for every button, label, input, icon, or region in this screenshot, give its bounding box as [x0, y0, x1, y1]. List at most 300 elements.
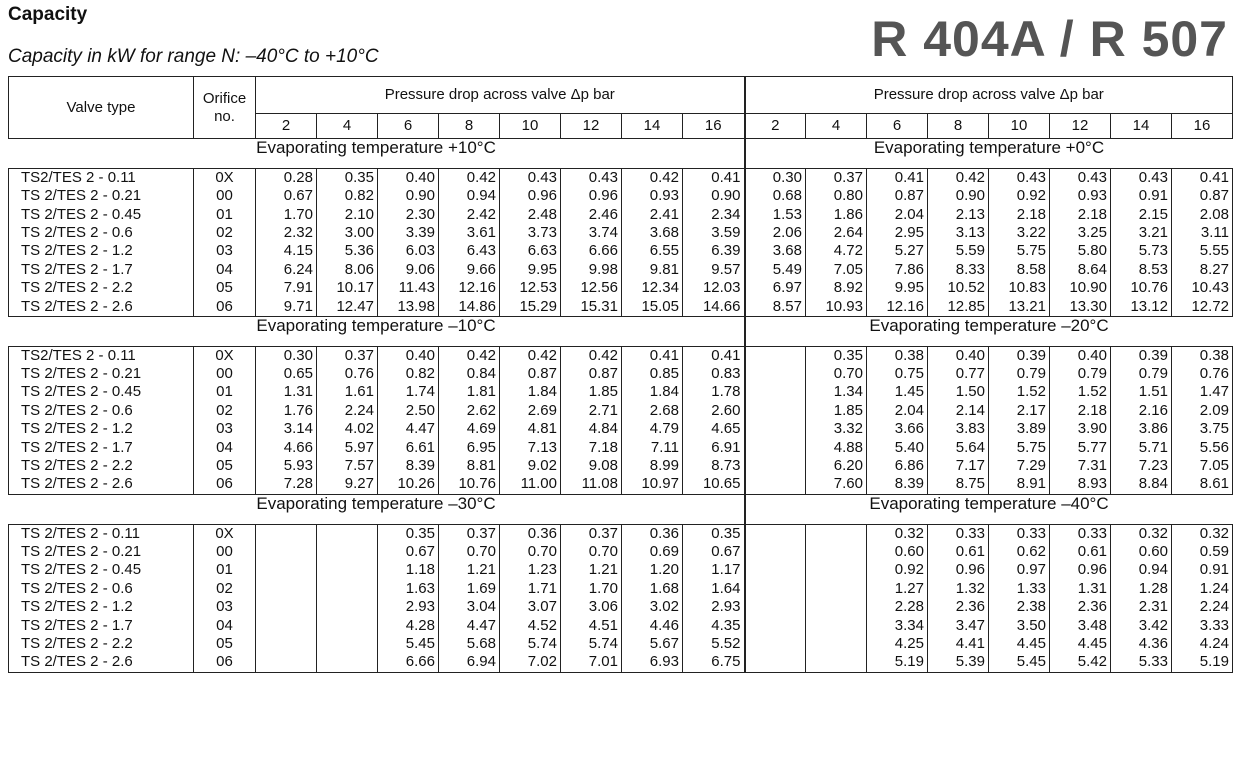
- capacity-cell: 0.76: [1172, 365, 1233, 383]
- capacity-cell: [745, 617, 806, 635]
- orifice-cell: 01: [194, 383, 256, 401]
- capacity-cell: 7.31: [1050, 457, 1111, 475]
- capacity-cell: 6.61: [378, 439, 439, 457]
- capacity-cell: 1.86: [806, 206, 867, 224]
- capacity-cell: 4.36: [1111, 635, 1172, 653]
- capacity-cell: 9.02: [500, 457, 561, 475]
- capacity-cell: 9.98: [561, 261, 622, 279]
- capacity-cell: 1.53: [745, 206, 806, 224]
- table-body: [9, 139, 1233, 673]
- capacity-cell: [317, 524, 378, 543]
- table-row: [9, 279, 1233, 297]
- table-row: [9, 475, 1233, 494]
- table-row: [9, 402, 1233, 420]
- capacity-cell: 0.42: [439, 168, 500, 187]
- capacity-cell: 7.29: [989, 457, 1050, 475]
- capacity-cell: 4.28: [378, 617, 439, 635]
- capacity-cell: 4.47: [378, 420, 439, 438]
- capacity-cell: 4.79: [622, 420, 683, 438]
- capacity-cell: 2.34: [683, 206, 745, 224]
- capacity-cell: 0.60: [1111, 543, 1172, 561]
- capacity-cell: 6.20: [806, 457, 867, 475]
- valve-type-cell: TS 2/TES 2 - 2.6: [9, 475, 194, 494]
- orifice-cell: 05: [194, 457, 256, 475]
- capacity-cell: 6.97: [745, 279, 806, 297]
- table-row: [9, 346, 1233, 365]
- capacity-cell: 0.96: [500, 187, 561, 205]
- capacity-cell: 5.42: [1050, 653, 1111, 672]
- capacity-cell: 1.28: [1111, 580, 1172, 598]
- capacity-cell: 7.86: [867, 261, 928, 279]
- capacity-cell: 4.15: [256, 242, 317, 260]
- capacity-cell: 3.83: [928, 420, 989, 438]
- valve-type-cell: TS 2/TES 2 - 2.6: [9, 653, 194, 672]
- orifice-cell: 00: [194, 365, 256, 383]
- capacity-cell: 3.34: [867, 617, 928, 635]
- capacity-cell: 0.32: [1172, 524, 1233, 543]
- valve-type-cell: TS2/TES 2 - 0.11: [9, 346, 194, 365]
- capacity-cell: 10.93: [806, 298, 867, 317]
- capacity-cell: 4.51: [561, 617, 622, 635]
- table-row: [9, 261, 1233, 279]
- capacity-cell: [256, 617, 317, 635]
- capacity-cell: 0.87: [561, 365, 622, 383]
- capacity-cell: 4.84: [561, 420, 622, 438]
- capacity-cell: 0.33: [928, 524, 989, 543]
- capacity-cell: [806, 653, 867, 672]
- capacity-cell: 0.40: [1050, 346, 1111, 365]
- capacity-cell: 0.35: [317, 168, 378, 187]
- orifice-cell: 02: [194, 224, 256, 242]
- table-row: [9, 224, 1233, 242]
- capacity-cell: 7.17: [928, 457, 989, 475]
- capacity-cell: 3.25: [1050, 224, 1111, 242]
- capacity-cell: 3.04: [439, 598, 500, 616]
- orifice-cell: 05: [194, 635, 256, 653]
- table-header-row: [9, 77, 1233, 114]
- capacity-cell: 0.61: [928, 543, 989, 561]
- capacity-cell: 0.59: [1172, 543, 1233, 561]
- capacity-cell: 2.50: [378, 402, 439, 420]
- capacity-cell: 0.36: [500, 524, 561, 543]
- capacity-cell: 0.70: [806, 365, 867, 383]
- capacity-cell: 0.41: [622, 346, 683, 365]
- capacity-cell: 13.12: [1111, 298, 1172, 317]
- capacity-cell: 0.93: [1050, 187, 1111, 205]
- capacity-cell: [745, 475, 806, 494]
- capacity-cell: 0.40: [378, 168, 439, 187]
- capacity-cell: 3.06: [561, 598, 622, 616]
- capacity-cell: 3.74: [561, 224, 622, 242]
- capacity-cell: 5.74: [500, 635, 561, 653]
- capacity-cell: 3.07: [500, 598, 561, 616]
- capacity-cell: 3.00: [317, 224, 378, 242]
- capacity-cell: 2.60: [683, 402, 745, 420]
- capacity-cell: 8.33: [928, 261, 989, 279]
- capacity-cell: 2.36: [928, 598, 989, 616]
- capacity-cell: 0.43: [1050, 168, 1111, 187]
- pressure-value-cell: 2: [256, 114, 317, 139]
- capacity-cell: 7.57: [317, 457, 378, 475]
- valve-type-cell: TS 2/TES 2 - 2.2: [9, 635, 194, 653]
- capacity-cell: 6.39: [683, 242, 745, 260]
- valve-type-cell: TS 2/TES 2 - 0.6: [9, 580, 194, 598]
- capacity-cell: [745, 635, 806, 653]
- capacity-cell: 12.85: [928, 298, 989, 317]
- valve-type-cell: TS2/TES 2 - 0.11: [9, 168, 194, 187]
- capacity-cell: 8.27: [1172, 261, 1233, 279]
- capacity-cell: 0.91: [1172, 561, 1233, 579]
- capacity-cell: 0.30: [745, 168, 806, 187]
- valve-type-cell: TS 2/TES 2 - 0.21: [9, 187, 194, 205]
- table-row: [9, 457, 1233, 475]
- capacity-cell: 5.45: [989, 653, 1050, 672]
- table-row: [9, 561, 1233, 579]
- capacity-cell: 0.28: [256, 168, 317, 187]
- capacity-cell: 5.75: [989, 439, 1050, 457]
- capacity-cell: 12.56: [561, 279, 622, 297]
- capacity-cell: 0.42: [928, 168, 989, 187]
- capacity-cell: 0.35: [378, 524, 439, 543]
- capacity-cell: 0.79: [1050, 365, 1111, 383]
- capacity-cell: 0.30: [256, 346, 317, 365]
- capacity-cell: 6.95: [439, 439, 500, 457]
- capacity-cell: 5.71: [1111, 439, 1172, 457]
- pressure-value-cell: 8: [928, 114, 989, 139]
- capacity-cell: 0.67: [683, 543, 745, 561]
- capacity-cell: 8.91: [989, 475, 1050, 494]
- capacity-cell: 0.67: [378, 543, 439, 561]
- capacity-cell: 2.36: [1050, 598, 1111, 616]
- capacity-cell: [317, 617, 378, 635]
- capacity-cell: 8.73: [683, 457, 745, 475]
- capacity-cell: 0.92: [867, 561, 928, 579]
- capacity-cell: [317, 635, 378, 653]
- pressure-drop-header-right: Pressure drop across valve Δp bar: [745, 77, 1233, 114]
- capacity-cell: 4.45: [989, 635, 1050, 653]
- capacity-cell: [806, 561, 867, 579]
- capacity-cell: 2.93: [378, 598, 439, 616]
- capacity-cell: 0.93: [622, 187, 683, 205]
- capacity-cell: 2.24: [317, 402, 378, 420]
- capacity-cell: 3.42: [1111, 617, 1172, 635]
- pressure-value-cell: 12: [561, 114, 622, 139]
- capacity-cell: 6.55: [622, 242, 683, 260]
- capacity-cell: 2.18: [1050, 206, 1111, 224]
- valve-type-cell: TS 2/TES 2 - 0.6: [9, 402, 194, 420]
- capacity-cell: 1.76: [256, 402, 317, 420]
- valve-type-cell: TS 2/TES 2 - 1.2: [9, 242, 194, 260]
- capacity-cell: 0.35: [806, 346, 867, 365]
- capacity-cell: 1.18: [378, 561, 439, 579]
- table-row: [9, 653, 1233, 672]
- capacity-cell: 6.66: [378, 653, 439, 672]
- capacity-cell: 1.64: [683, 580, 745, 598]
- table-row: [9, 598, 1233, 616]
- table-row: [9, 439, 1233, 457]
- capacity-cell: 1.61: [317, 383, 378, 401]
- capacity-cell: 1.63: [378, 580, 439, 598]
- orifice-cell: 02: [194, 580, 256, 598]
- pressure-value-cell: 6: [867, 114, 928, 139]
- capacity-cell: 2.15: [1111, 206, 1172, 224]
- capacity-cell: [745, 439, 806, 457]
- capacity-cell: 2.41: [622, 206, 683, 224]
- capacity-cell: 2.13: [928, 206, 989, 224]
- capacity-cell: 0.94: [439, 187, 500, 205]
- capacity-cell: 3.33: [1172, 617, 1233, 635]
- capacity-cell: 3.14: [256, 420, 317, 438]
- capacity-cell: 0.36: [622, 524, 683, 543]
- capacity-cell: 14.86: [439, 298, 500, 317]
- capacity-cell: 3.59: [683, 224, 745, 242]
- capacity-cell: 10.90: [1050, 279, 1111, 297]
- capacity-cell: 0.37: [317, 346, 378, 365]
- capacity-cell: 3.66: [867, 420, 928, 438]
- capacity-cell: 4.47: [439, 617, 500, 635]
- capacity-cell: [745, 653, 806, 672]
- orifice-cell: 03: [194, 598, 256, 616]
- pressure-drop-header-left: Pressure drop across valve Δp bar: [256, 77, 745, 114]
- capacity-cell: 1.20: [622, 561, 683, 579]
- valve-type-cell: TS 2/TES 2 - 1.7: [9, 439, 194, 457]
- table-row: [9, 617, 1233, 635]
- capacity-cell: 0.41: [683, 168, 745, 187]
- section-title-right: Evaporating temperature –40°C: [745, 494, 1233, 524]
- capacity-cell: 1.51: [1111, 383, 1172, 401]
- capacity-cell: 0.38: [867, 346, 928, 365]
- capacity-cell: [745, 457, 806, 475]
- capacity-cell: 0.40: [378, 346, 439, 365]
- capacity-cell: 0.39: [1111, 346, 1172, 365]
- capacity-cell: 0.87: [500, 365, 561, 383]
- section-title-left: Evaporating temperature +10°C: [9, 139, 745, 169]
- capacity-cell: [806, 617, 867, 635]
- capacity-cell: 2.10: [317, 206, 378, 224]
- capacity-cell: [256, 635, 317, 653]
- capacity-cell: 5.56: [1172, 439, 1233, 457]
- valve-type-cell: TS 2/TES 2 - 0.45: [9, 206, 194, 224]
- section-title-right: Evaporating temperature –20°C: [745, 316, 1233, 346]
- capacity-cell: [256, 598, 317, 616]
- capacity-cell: 3.61: [439, 224, 500, 242]
- capacity-cell: 5.74: [561, 635, 622, 653]
- capacity-cell: 6.94: [439, 653, 500, 672]
- capacity-cell: 4.24: [1172, 635, 1233, 653]
- capacity-cell: 5.59: [928, 242, 989, 260]
- capacity-cell: 0.84: [439, 365, 500, 383]
- capacity-cell: 6.63: [500, 242, 561, 260]
- capacity-cell: 3.11: [1172, 224, 1233, 242]
- capacity-cell: 8.39: [378, 457, 439, 475]
- capacity-cell: 13.21: [989, 298, 1050, 317]
- orifice-cell: 03: [194, 242, 256, 260]
- valve-type-cell: TS 2/TES 2 - 0.21: [9, 365, 194, 383]
- pressure-value-cell: 16: [1172, 114, 1233, 139]
- capacity-cell: 0.69: [622, 543, 683, 561]
- section-title-left: Evaporating temperature –10°C: [9, 316, 745, 346]
- page-heading: Capacity: [8, 4, 88, 25]
- capacity-cell: 0.68: [745, 187, 806, 205]
- capacity-cell: 3.68: [622, 224, 683, 242]
- pressure-value-cell: 8: [439, 114, 500, 139]
- capacity-cell: 12.34: [622, 279, 683, 297]
- capacity-cell: 0.60: [867, 543, 928, 561]
- pressure-value-cell: 14: [1111, 114, 1172, 139]
- capacity-cell: [745, 580, 806, 598]
- capacity-cell: 5.36: [317, 242, 378, 260]
- capacity-cell: 5.33: [1111, 653, 1172, 672]
- capacity-cell: 2.32: [256, 224, 317, 242]
- capacity-cell: 3.68: [745, 242, 806, 260]
- orifice-cell: 03: [194, 420, 256, 438]
- capacity-cell: [256, 543, 317, 561]
- capacity-cell: 8.75: [928, 475, 989, 494]
- capacity-cell: 9.27: [317, 475, 378, 494]
- capacity-cell: 0.62: [989, 543, 1050, 561]
- capacity-cell: 4.46: [622, 617, 683, 635]
- valve-type-cell: TS 2/TES 2 - 1.2: [9, 598, 194, 616]
- capacity-cell: 15.31: [561, 298, 622, 317]
- capacity-cell: 8.84: [1111, 475, 1172, 494]
- capacity-cell: 11.00: [500, 475, 561, 494]
- capacity-cell: 0.87: [1172, 187, 1233, 205]
- capacity-cell: 2.42: [439, 206, 500, 224]
- valve-type-cell: TS 2/TES 2 - 1.7: [9, 617, 194, 635]
- capacity-cell: 0.61: [1050, 543, 1111, 561]
- capacity-cell: 0.33: [1050, 524, 1111, 543]
- capacity-cell: 8.99: [622, 457, 683, 475]
- section-title-row: [9, 139, 1233, 169]
- orifice-cell: 05: [194, 279, 256, 297]
- capacity-cell: 9.81: [622, 261, 683, 279]
- capacity-cell: 0.35: [683, 524, 745, 543]
- capacity-cell: 1.52: [989, 383, 1050, 401]
- capacity-cell: [256, 580, 317, 598]
- capacity-cell: 7.01: [561, 653, 622, 672]
- capacity-cell: 2.08: [1172, 206, 1233, 224]
- capacity-cell: 2.16: [1111, 402, 1172, 420]
- capacity-cell: 2.95: [867, 224, 928, 242]
- capacity-cell: 11.43: [378, 279, 439, 297]
- capacity-cell: 3.75: [1172, 420, 1233, 438]
- capacity-cell: 0.43: [500, 168, 561, 187]
- table-row: [9, 298, 1233, 317]
- capacity-cell: 8.57: [745, 298, 806, 317]
- capacity-cell: 0.43: [989, 168, 1050, 187]
- capacity-cell: 2.48: [500, 206, 561, 224]
- capacity-cell: 1.17: [683, 561, 745, 579]
- capacity-cell: 5.75: [989, 242, 1050, 260]
- capacity-cell: [745, 543, 806, 561]
- capacity-cell: 2.64: [806, 224, 867, 242]
- capacity-cell: 5.39: [928, 653, 989, 672]
- capacity-cell: 12.03: [683, 279, 745, 297]
- valve-type-cell: TS 2/TES 2 - 2.2: [9, 279, 194, 297]
- capacity-cell: 5.40: [867, 439, 928, 457]
- capacity-cell: 3.39: [378, 224, 439, 242]
- capacity-cell: 0.82: [378, 365, 439, 383]
- capacity-cell: 6.43: [439, 242, 500, 260]
- capacity-cell: 3.13: [928, 224, 989, 242]
- capacity-cell: 6.86: [867, 457, 928, 475]
- capacity-cell: 1.31: [1050, 580, 1111, 598]
- capacity-cell: 4.45: [1050, 635, 1111, 653]
- capacity-cell: 1.70: [256, 206, 317, 224]
- table-row: [9, 242, 1233, 260]
- capacity-cell: 3.22: [989, 224, 1050, 242]
- capacity-cell: 2.18: [989, 206, 1050, 224]
- capacity-cell: 1.85: [806, 402, 867, 420]
- capacity-cell: 13.30: [1050, 298, 1111, 317]
- capacity-cell: [745, 402, 806, 420]
- capacity-cell: 5.97: [317, 439, 378, 457]
- capacity-cell: 4.02: [317, 420, 378, 438]
- table-row: [9, 383, 1233, 401]
- capacity-cell: 3.89: [989, 420, 1050, 438]
- capacity-cell: 10.26: [378, 475, 439, 494]
- capacity-cell: 7.13: [500, 439, 561, 457]
- capacity-cell: 4.65: [683, 420, 745, 438]
- capacity-cell: 0.87: [867, 187, 928, 205]
- capacity-cell: 7.60: [806, 475, 867, 494]
- capacity-cell: 0.42: [500, 346, 561, 365]
- capacity-cell: [256, 561, 317, 579]
- valve-type-cell: TS 2/TES 2 - 2.6: [9, 298, 194, 317]
- table-row: [9, 365, 1233, 383]
- capacity-cell: 0.79: [1111, 365, 1172, 383]
- capacity-cell: 10.83: [989, 279, 1050, 297]
- capacity-cell: 9.95: [500, 261, 561, 279]
- capacity-cell: 1.21: [439, 561, 500, 579]
- capacity-cell: 5.73: [1111, 242, 1172, 260]
- capacity-cell: 0.41: [867, 168, 928, 187]
- capacity-cell: 2.38: [989, 598, 1050, 616]
- pressure-value-cell: 10: [500, 114, 561, 139]
- capacity-cell: 8.61: [1172, 475, 1233, 494]
- capacity-cell: [745, 524, 806, 543]
- capacity-cell: 3.32: [806, 420, 867, 438]
- valve-type-cell: TS 2/TES 2 - 2.2: [9, 457, 194, 475]
- capacity-cell: 0.82: [317, 187, 378, 205]
- capacity-cell: 0.42: [622, 168, 683, 187]
- capacity-cell: 2.46: [561, 206, 622, 224]
- capacity-cell: [745, 420, 806, 438]
- capacity-cell: 8.64: [1050, 261, 1111, 279]
- capacity-cell: [806, 635, 867, 653]
- capacity-cell: 2.14: [928, 402, 989, 420]
- capacity-cell: 5.55: [1172, 242, 1233, 260]
- orifice-cell: 04: [194, 261, 256, 279]
- capacity-cell: 5.93: [256, 457, 317, 475]
- orifice-cell: 04: [194, 617, 256, 635]
- pressure-value-cell: 16: [683, 114, 745, 139]
- orifice-cell: 06: [194, 475, 256, 494]
- capacity-cell: 12.53: [500, 279, 561, 297]
- capacity-cell: 5.80: [1050, 242, 1111, 260]
- capacity-cell: [745, 561, 806, 579]
- capacity-cell: 0.76: [317, 365, 378, 383]
- capacity-cell: 8.39: [867, 475, 928, 494]
- capacity-cell: 4.25: [867, 635, 928, 653]
- pressure-value-cell: 2: [745, 114, 806, 139]
- capacity-cell: 0.70: [561, 543, 622, 561]
- capacity-cell: 5.27: [867, 242, 928, 260]
- section-title-right: Evaporating temperature +0°C: [745, 139, 1233, 169]
- capacity-cell: 0.37: [561, 524, 622, 543]
- capacity-cell: 1.84: [622, 383, 683, 401]
- capacity-cell: 8.06: [317, 261, 378, 279]
